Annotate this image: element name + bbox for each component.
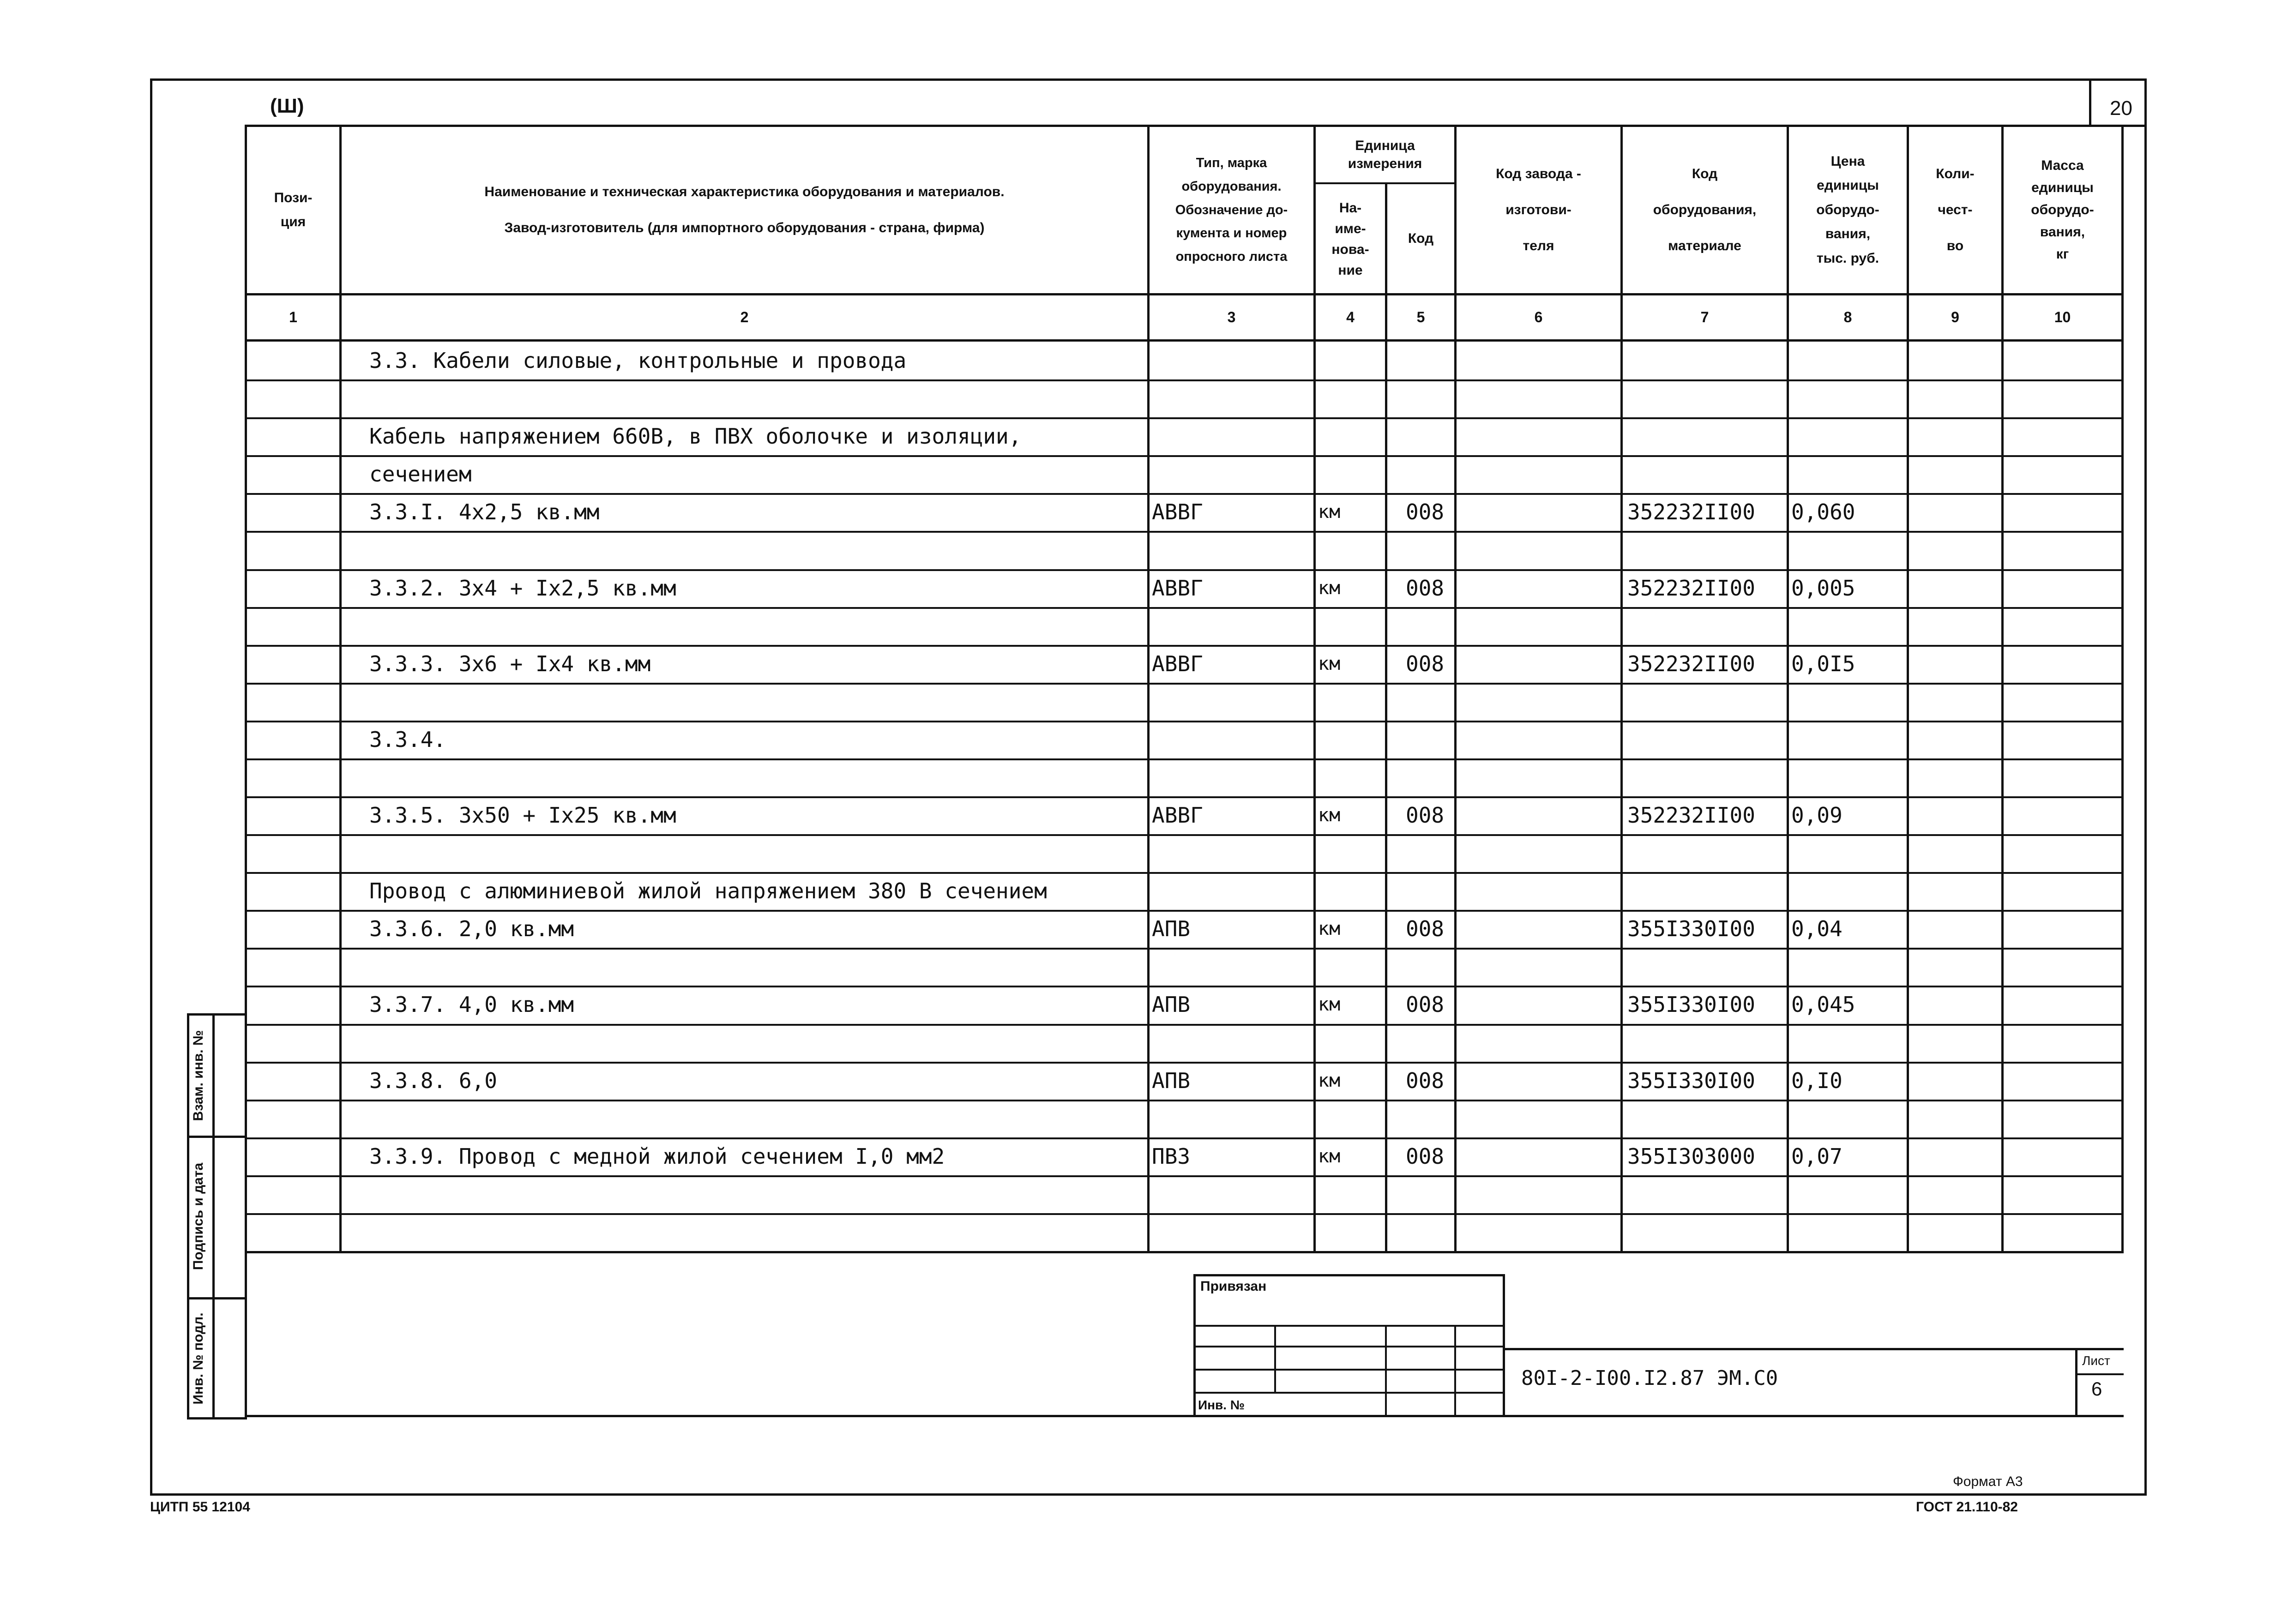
cell-price: 0,04 (1791, 916, 1842, 941)
row-divider (245, 607, 2124, 609)
side-stamp-podpis: Подпись и дата (191, 1162, 206, 1270)
row-divider (245, 1100, 2124, 1101)
row-divider (245, 834, 2124, 836)
header-position: Пози- ция (274, 190, 313, 229)
cell-unit: км (1318, 501, 1341, 523)
privyazan-label: Привязан (1200, 1279, 1267, 1294)
privyazan-line-3 (1193, 1369, 1505, 1371)
col-divider-8 (1907, 125, 1909, 1253)
header-unit-name: На- име- нова- ние (1331, 200, 1369, 278)
header-plant-code: Код завода - изготови- теля (1496, 166, 1581, 253)
header-type: Тип, марка оборудования. Обозначение до- кумента и номер опросного листа (1175, 156, 1288, 265)
cell-price: 0,0I5 (1791, 651, 1855, 676)
cell-material-code: 352232II00 (1627, 576, 1755, 601)
cell-unit: км (1318, 577, 1341, 599)
cell-price: 0,005 (1791, 576, 1855, 601)
row-divider (245, 758, 2124, 760)
side-stamp-inv-vzam: Взам. инв. № (191, 1030, 206, 1121)
list-box-split (2075, 1373, 2124, 1375)
col-divider-1 (339, 125, 342, 1253)
sheet-marker: (Ш) (270, 95, 304, 117)
row-divider (245, 531, 2124, 533)
colnum-1: 1 (289, 309, 297, 325)
cell-unit: км (1318, 805, 1341, 826)
col-divider-3 (1313, 125, 1316, 1253)
cell-name: 3.3.2. 3х4 + Iх2,5 кв.мм (369, 576, 676, 601)
colnum-4: 4 (1346, 309, 1355, 325)
col-divider-4 (1385, 182, 1387, 1253)
list-box-divider (2075, 1348, 2077, 1417)
header-name: Наименование и техническая характеристика оборудования и материалов. Завод-изготовитель (для импортного оборудования - страна, фирма) (484, 184, 1005, 235)
cell-unit-code: 008 (1406, 1068, 1445, 1093)
unit-header-split (1313, 182, 1454, 184)
colnum-2: 2 (740, 309, 749, 325)
footer-format: Формат А3 (1953, 1474, 2023, 1489)
cell-type: АВВГ (1152, 651, 1203, 676)
cell-unit-code: 008 (1406, 916, 1445, 941)
cell-name: 3.3.5. 3х50 + Iх25 кв.мм (369, 803, 676, 828)
cell-price: 0,I0 (1791, 1068, 1842, 1093)
cell-name: 3.3.6. 2,0 кв.мм (369, 916, 574, 941)
cell-name: 3.3.7. 4,0 кв.мм (369, 992, 574, 1017)
header-material-code: Код оборудования, материале (1653, 166, 1757, 253)
col-divider-7 (1787, 125, 1789, 1253)
cell-price: 0,060 (1791, 499, 1855, 524)
sheet-number-divider (2089, 78, 2091, 127)
cell-unit-code: 008 (1406, 651, 1445, 676)
footer-gost: ГОСТ 21.110-82 (1916, 1499, 2018, 1515)
colnum-3: 3 (1227, 309, 1236, 325)
row-divider (245, 455, 2124, 457)
table-bottom-line (245, 1251, 2124, 1253)
colnum-6: 6 (1534, 309, 1543, 325)
footer-left: ЦИТП 55 12104 (150, 1499, 250, 1515)
colnum-7: 7 (1700, 309, 1709, 325)
cell-name: 3.3.3. 3х6 + Iх4 кв.мм (369, 651, 651, 676)
doc-code-top (1503, 1348, 2124, 1350)
row-divider (245, 1213, 2124, 1215)
cell-name: 3.3. Кабели силовые, контрольные и провода (369, 348, 907, 373)
cell-material-code: 355I303000 (1627, 1144, 1755, 1169)
cell-unit: км (1318, 918, 1341, 939)
cell-unit: км (1318, 1070, 1341, 1091)
side-stamp-inv-podl: Инв. № подл. (191, 1312, 206, 1405)
header-mass: Масса единицы оборудо- вания, кг (2031, 158, 2094, 262)
cell-material-code: 355I330I00 (1627, 992, 1755, 1017)
cell-unit-code: 008 (1406, 499, 1445, 524)
cell-material-code: 352232II00 (1627, 499, 1755, 524)
cell-type: АПВ (1152, 1068, 1191, 1093)
privyazan-vline-1 (1274, 1325, 1276, 1392)
col-divider-6 (1620, 125, 1623, 1253)
colnum-9: 9 (1951, 309, 1959, 325)
row-divider (245, 721, 2124, 722)
colnum-8: 8 (1843, 309, 1852, 325)
cell-material-code: 352232II00 (1627, 803, 1755, 828)
col-divider-9 (2001, 125, 2004, 1253)
cell-type: АВВГ (1152, 576, 1203, 601)
row-divider (245, 379, 2124, 381)
doc-code: 80I-2-I00.I2.87 ЭМ.С0 (1521, 1366, 1778, 1390)
privyazan-line-2 (1193, 1346, 1505, 1347)
privyazan-vline-3 (1454, 1325, 1456, 1417)
cell-name: 3.3.9. Провод с медной жилой сечением I,0 мм2 (369, 1144, 945, 1169)
sheet-number: 20 (2110, 97, 2132, 120)
cell-unit: км (1318, 653, 1341, 674)
colnum-10: 10 (2054, 309, 2071, 325)
side-stamp-divider (212, 1013, 215, 1419)
list-label: Лист (2082, 1353, 2110, 1368)
cell-material-code: 355I330I00 (1627, 916, 1755, 941)
cell-material-code: 355I330I00 (1627, 1068, 1755, 1093)
list-value: 6 (2091, 1378, 2102, 1400)
privyazan-line-4 (1193, 1392, 1505, 1394)
cell-name: 3.3.4. (369, 727, 446, 752)
cell-price: 0,09 (1791, 803, 1842, 828)
cell-unit: км (1318, 994, 1341, 1015)
row-divider (245, 683, 2124, 685)
stamp-main-bottom (245, 1415, 2124, 1417)
row-divider (245, 1175, 2124, 1177)
cell-unit-code: 008 (1406, 576, 1445, 601)
privyazan-line-1 (1193, 1325, 1505, 1327)
stamp-inv-no: Инв. № (1198, 1398, 1245, 1412)
cell-type: АПВ (1152, 916, 1191, 941)
cell-type: ПВЗ (1152, 1144, 1191, 1169)
cell-unit-code: 008 (1406, 1144, 1445, 1169)
row-divider (245, 1024, 2124, 1026)
table-right-line (2121, 125, 2124, 1253)
header-quantity: Коли- чест- во (1936, 166, 1975, 253)
cell-type: АВВГ (1152, 499, 1203, 524)
header-unit-code: Код (1408, 231, 1434, 247)
cell-price: 0,07 (1791, 1144, 1842, 1169)
cell-name: 3.3.I. 4х2,5 кв.мм (369, 499, 600, 524)
cell-type: АВВГ (1152, 803, 1203, 828)
col-divider-2 (1147, 125, 1150, 1253)
cell-type: АПВ (1152, 992, 1191, 1017)
privyazan-vline-2 (1385, 1325, 1387, 1417)
row-divider (245, 948, 2124, 950)
cell-name: Кабель напряжением 660В, в ПВХ оболочке и изоляции, (369, 424, 1022, 449)
cell-price: 0,045 (1791, 992, 1855, 1017)
cell-name: сечением (369, 462, 472, 487)
header-unit: Единица измерения (1348, 138, 1422, 171)
cell-unit-code: 008 (1406, 992, 1445, 1017)
cell-unit-code: 008 (1406, 803, 1445, 828)
header-price: Цена единицы оборудо- вания, тыс. руб. (1816, 153, 1879, 266)
cell-unit: км (1318, 1146, 1341, 1167)
colnum-5: 5 (1416, 309, 1425, 325)
side-stamp-line-2 (187, 1297, 247, 1299)
cell-name: 3.3.8. 6,0 (369, 1068, 497, 1093)
cell-name: Провод с алюминиевой жилой напряжением 380 В сечением (369, 878, 1047, 903)
col-divider-5 (1454, 125, 1457, 1253)
cell-material-code: 352232II00 (1627, 651, 1755, 676)
